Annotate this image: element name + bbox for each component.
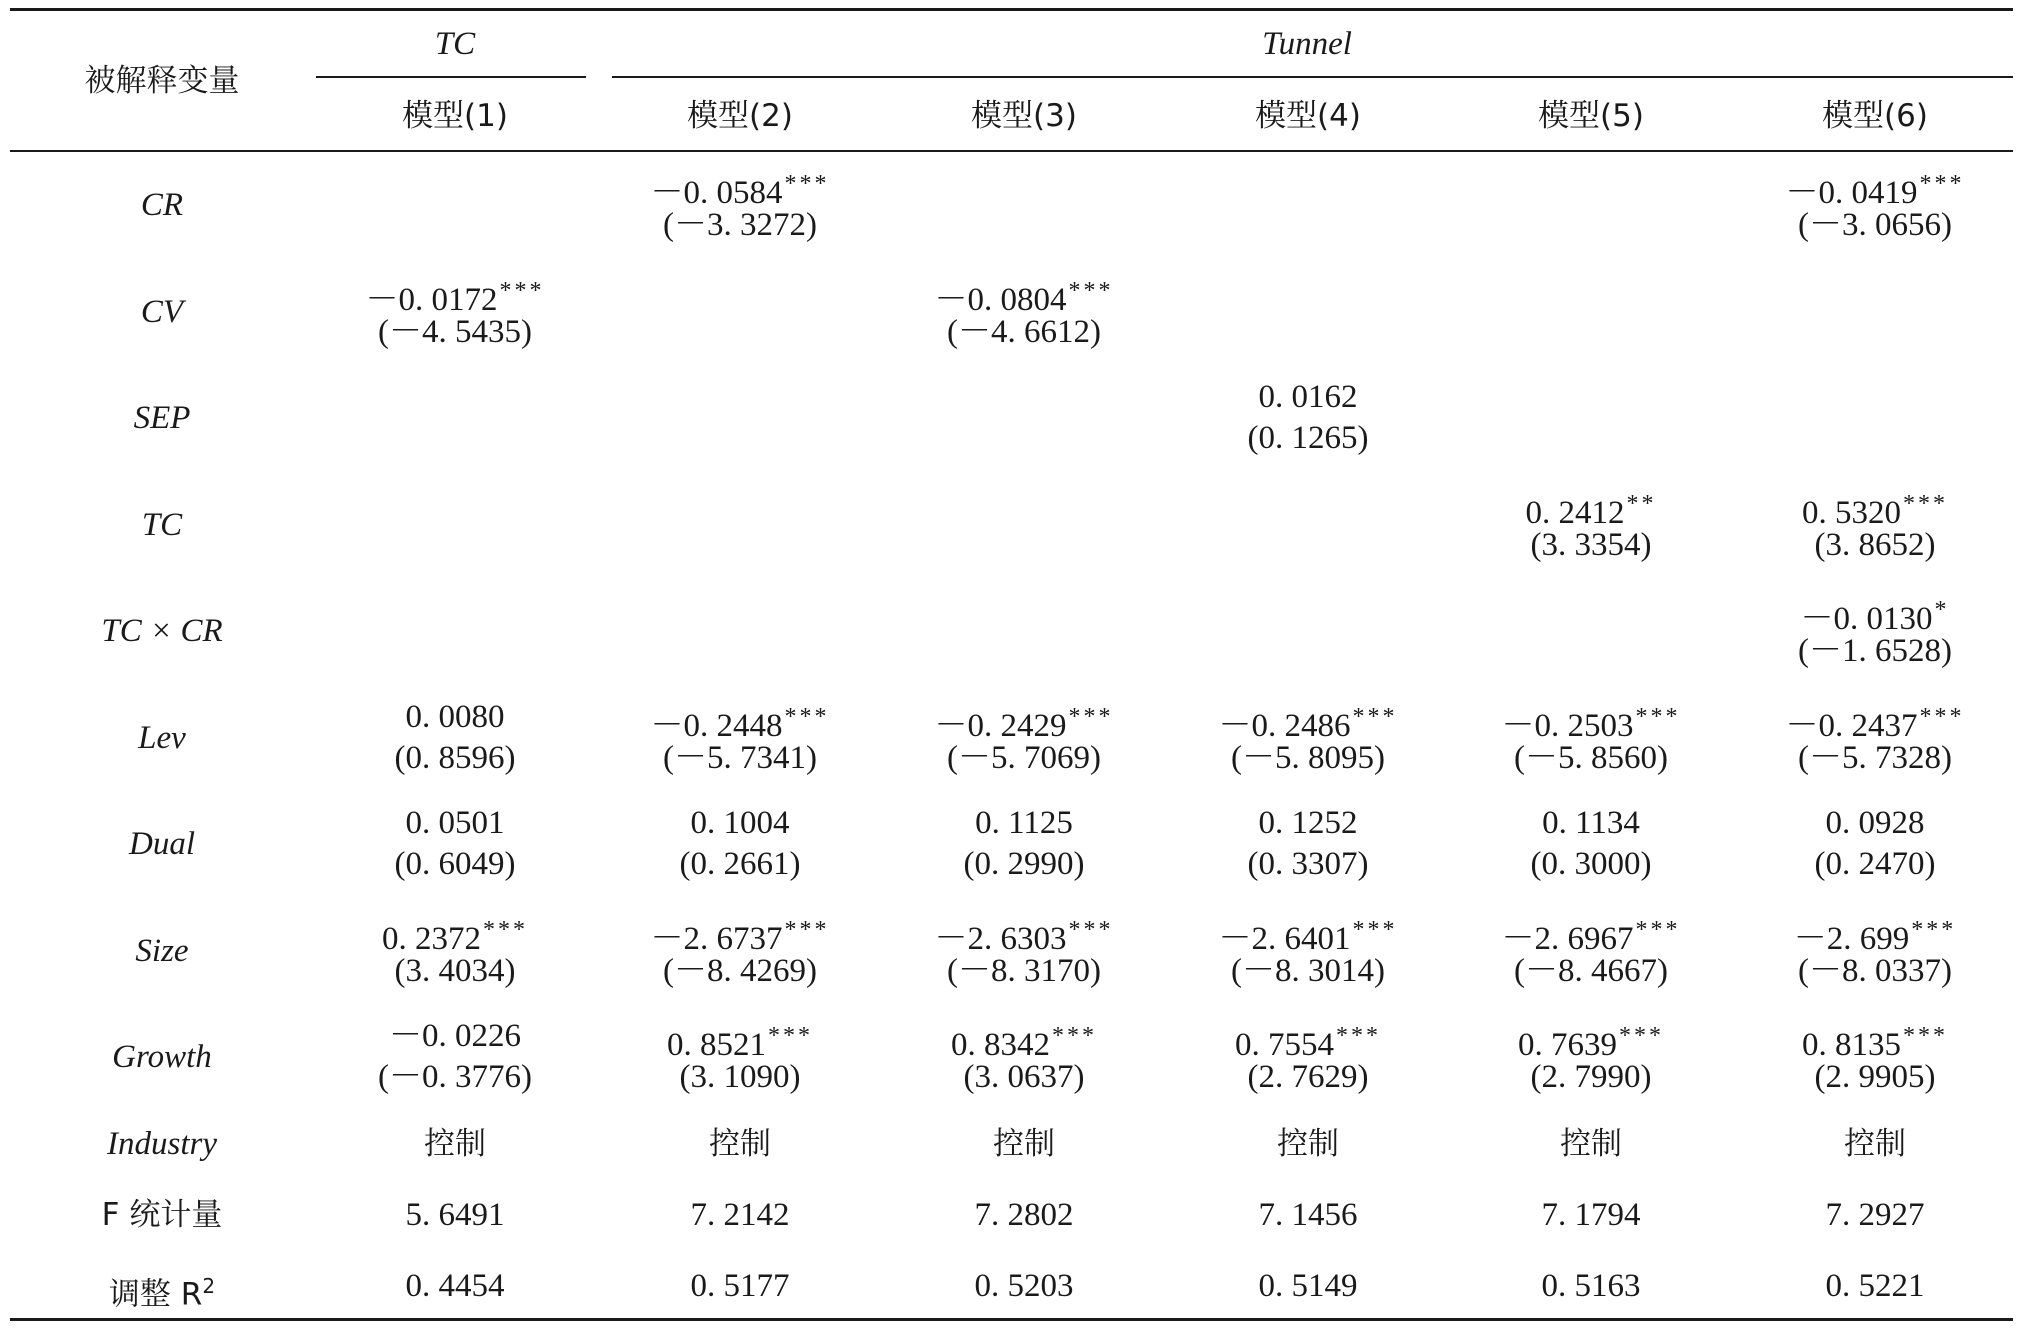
coefficient-number: 0. 2412 [1525,494,1625,531]
fstat-value: 7. 2802 [974,1197,1074,1233]
coefficient-number: 0. 1125 [975,805,1073,841]
coefficient-number: －2. 699 [1793,920,1910,957]
coefficient-number: －2. 6737 [650,920,783,957]
fstat-value: 7. 1794 [1541,1197,1641,1233]
coefficient-number: －0. 0226 [389,1018,521,1054]
significance-stars: ** [1626,490,1657,517]
significance-stars: *** [768,1023,813,1049]
significance-stars: *** [1068,916,1114,943]
significance-stars: *** [1911,916,1957,943]
coefficient-number: －2. 6401 [1218,920,1351,957]
coefficient-number: 0. 5320 [1802,494,1901,531]
t-statistic: (3. 3354) [1530,526,1652,563]
t-statistic: (－5. 8560) [1514,739,1668,776]
t-statistic: (－8. 3170) [947,952,1101,989]
adj-r2-value: 0. 4454 [405,1268,505,1304]
t-statistic: (3. 1090) [679,1059,801,1095]
coefficient-number: －0. 2486 [1218,707,1351,744]
significance-stars: *** [1635,703,1681,730]
t-statistic: (－0. 3776) [378,1059,532,1095]
group-header-tunnel: Tunnel [1262,26,1352,62]
significance-stars: * [1934,597,1950,623]
t-statistic: (0. 2990) [963,846,1085,882]
model-header: 模型(4) [1255,98,1361,134]
fstat-value: 7. 2142 [690,1197,790,1233]
coefficient-number: 0. 8521 [667,1027,766,1063]
significance-stars: *** [1336,1023,1381,1049]
coefficient-number: 0. 2372 [382,920,481,957]
significance-stars: *** [1052,1023,1097,1049]
adj-r2-value: 0. 5149 [1258,1268,1358,1304]
t-statistic: (－4. 5435) [378,313,532,350]
adj-r2-label: 调整 $R^2$ [108,1274,216,1313]
significance-stars: *** [1903,1023,1948,1049]
coefficient-value [1542,803,1640,843]
model-header: 模型(6) [1822,98,1928,134]
t-statistic: (0. 2470) [1814,846,1936,882]
coefficient-number: 0. 7639 [1518,1027,1617,1063]
t-statistic: (0. 1265) [1247,420,1369,456]
row-label: CR [140,187,184,223]
coefficient-number: 0. 0162 [1258,379,1358,415]
r2-superscript: 2 [202,1274,216,1298]
coefficient-number: 0. 1134 [1542,805,1640,841]
coefficient-value [1259,377,1358,417]
significance-stars: *** [1352,703,1398,730]
coefficient-number: －0. 2448 [650,707,783,744]
coefficient-value [406,697,505,737]
group-rule-tc [316,76,586,78]
t-statistic: (3. 8652) [1814,526,1936,563]
row-label: SEP [133,400,191,436]
t-statistic: (－5. 8095) [1231,739,1385,776]
t-statistic: (0. 8596) [394,739,516,776]
coefficient-number: 0. 1252 [1258,805,1358,841]
t-statistic: (2. 7629) [1247,1059,1369,1095]
adj-r2-value: 0. 5163 [1541,1268,1641,1304]
coefficient-number: －0. 0419 [1785,175,1918,211]
t-statistic: (0. 3307) [1247,846,1369,882]
significance-stars: *** [1068,277,1114,304]
row-label: TC × CR [101,613,223,649]
t-statistic: (－5. 7341) [663,739,817,776]
row-header-label: 被解释变量 [84,63,240,99]
model-header: 模型(3) [971,98,1077,134]
t-statistic: (－5. 7328) [1798,739,1952,776]
t-statistic: (－5. 7069) [947,739,1101,776]
t-statistic: (0. 3000) [1530,846,1652,882]
industry-control-cell: 控制 [1560,1126,1622,1162]
coefficient-value [1826,803,1925,843]
group-rule-tunnel [612,76,2013,78]
industry-control-cell: 控制 [424,1126,486,1162]
industry-label: Industry [107,1126,217,1162]
significance-stars: *** [1919,171,1965,197]
model-header: 模型(1) [402,98,508,134]
coefficient-value [691,803,790,843]
significance-stars: *** [784,703,830,730]
significance-stars: *** [1635,916,1681,943]
row-label: Dual [129,826,195,862]
t-statistic: (2. 9905) [1814,1059,1936,1095]
significance-stars: *** [1619,1023,1664,1049]
coefficient-number: 0. 8342 [951,1027,1050,1063]
row-label: Lev [138,719,186,756]
t-statistic: (2. 7990) [1530,1059,1652,1095]
t-statistic: (3. 0637) [963,1059,1085,1095]
fstat-value: 5. 6491 [405,1197,505,1233]
adj-r2-value: 0. 5177 [690,1268,790,1304]
coefficient-number: 0. 8135 [1802,1027,1901,1063]
coefficient-number: 0. 0928 [1825,805,1925,841]
row-label: Size [135,932,189,969]
significance-stars: *** [499,277,545,304]
t-statistic: (－8. 4269) [663,952,817,989]
significance-stars: *** [1068,703,1114,730]
coefficient-number: －0. 2437 [1785,707,1918,744]
header-bottom-rule [10,150,2013,152]
t-statistic: (－8. 0337) [1798,952,1952,989]
coefficient-number: －0. 2503 [1501,707,1634,744]
t-statistic: (0. 6049) [394,846,516,882]
coefficient-number: －2. 6303 [934,920,1067,957]
t-statistic: (－8. 4667) [1514,952,1668,989]
coefficient-number: －0. 0804 [934,281,1067,318]
t-statistic: (－1. 6528) [1798,633,1952,669]
industry-control-cell: 控制 [1844,1126,1906,1162]
significance-stars: *** [1352,916,1398,943]
industry-control-cell: 控制 [993,1126,1055,1162]
coefficient-number: －2. 6967 [1501,920,1634,957]
coefficient-number: －0. 0130 [1800,601,1933,637]
adj-r2-value: 0. 5221 [1825,1268,1925,1304]
coefficient-value [975,803,1073,843]
model-header: 模型(5) [1538,98,1644,134]
significance-stars: *** [1919,703,1965,730]
coefficient-number: －0. 0172 [365,281,498,318]
t-statistic: (－4. 6612) [947,313,1101,350]
t-statistic: (0. 2661) [679,846,801,882]
t-statistic: (－3. 3272) [663,207,817,243]
industry-control-cell: 控制 [709,1126,771,1162]
row-label: Growth [112,1039,212,1075]
fstat-value: 7. 2927 [1825,1197,1925,1233]
row-label: TC [141,506,183,543]
adj-r2-value: 0. 5203 [974,1268,1074,1304]
coefficient-value [1259,803,1358,843]
t-statistic: (－3. 0656) [1798,207,1952,243]
industry-control-cell: 控制 [1277,1126,1339,1162]
coefficient-value [389,1016,521,1056]
coefficient-number: 0. 0501 [405,805,505,841]
coefficient-number: 0. 7554 [1235,1027,1334,1063]
significance-stars: *** [483,916,528,943]
coefficient-number: －0. 2429 [934,707,1067,744]
significance-stars: *** [1903,490,1948,517]
t-statistic: (3. 4034) [394,952,516,989]
t-statistic: (－8. 3014) [1231,952,1385,989]
fstat-label: F 统计量 [101,1197,223,1233]
significance-stars: *** [784,171,830,197]
bottom-rule [10,1318,2013,1321]
group-header-tc: TC [434,26,476,62]
coefficient-value [406,803,505,843]
coefficient-number: 0. 1004 [690,805,790,841]
model-header: 模型(2) [687,98,793,134]
top-rule [10,8,2013,11]
significance-stars: *** [784,916,830,943]
coefficient-number: 0. 0080 [405,698,505,735]
fstat-value: 7. 1456 [1258,1197,1358,1233]
row-label: CV [140,293,184,330]
coefficient-number: －0. 0584 [650,175,783,211]
